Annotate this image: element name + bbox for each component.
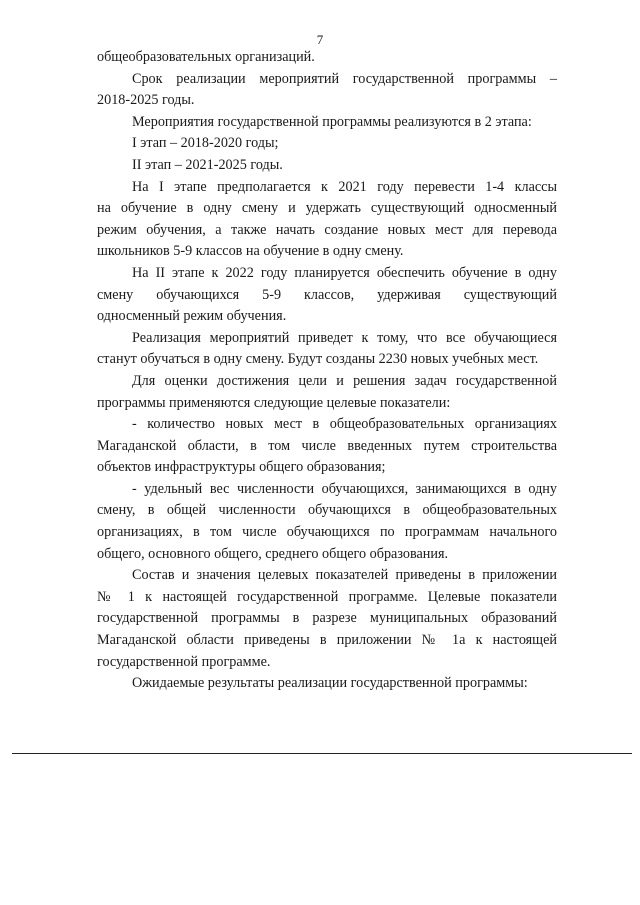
text-line: - удельный вес численности обучающихся, занимающихся в одну [132, 480, 557, 497]
text-line: № 1 к настоящей государственной программе. Целевые показатели [97, 588, 557, 605]
text-line: смену, в общей численности обучающихся в общеобразовательных [97, 502, 557, 519]
text-line: программы применяются следующие целевые показатели: [97, 394, 451, 411]
text-line: Магаданской области, в том числе введенных путем строительства [97, 437, 557, 454]
text-line: на обучение в одну смену и удержать существующий односменный [97, 200, 557, 217]
text-line: станут обучаться в одну смену. Будут созданы 2230 новых учебных мест. [97, 351, 539, 368]
text-line: На II этапе к 2022 году планируется обеспечить обучение в одну [132, 264, 557, 281]
text-line: Ожидаемые результаты реализации государственной программы: [132, 675, 528, 692]
document-text [97, 47, 557, 695]
text-line: Мероприятия государственной программы реализуются в 2 этапа: [132, 113, 532, 130]
text-line: Реализация мероприятий приведет к тому, что все обучающиеся [132, 329, 557, 346]
text-line: общеобразовательных организаций. [97, 49, 315, 65]
text-line: I этап – 2018-2020 годы; [132, 135, 279, 152]
text-line: 2018-2025 годы. [97, 92, 195, 109]
text-line: - количество новых мест в общеобразовательных организациях [132, 416, 557, 433]
horizontal-divider [12, 753, 632, 754]
text-line: II этап – 2021-2025 годы. [132, 156, 283, 173]
text-line: односменный режим обучения. [97, 308, 287, 325]
text-line: На I этапе предполагается к 2021 году перевести 1-4 классы [132, 178, 557, 195]
text-line: Срок реализации мероприятий государственной программы – [132, 70, 557, 87]
text-line: государственной программы в разрезе муниципальных образований [97, 610, 557, 627]
text-line: общего, основного общего, среднего общего образования. [97, 545, 449, 562]
text-line: школьников 5-9 классов на обучение в одну смену. [97, 243, 404, 260]
text-line: государственной программе. [97, 653, 271, 670]
text-line: объектов инфраструктуры общего образования; [97, 459, 386, 476]
text-line: Магаданской области приведены в приложении № 1а к настоящей [97, 632, 557, 649]
page-number: 7 [316, 32, 324, 47]
text-line: Для оценки достижения цели и решения задач государственной [132, 372, 557, 389]
text-line: режим обучения, а также начать создание новых мест для перевода [97, 221, 557, 238]
text-line: смену обучающихся 5-9 классов, удерживая существующий [97, 286, 557, 303]
text-line: организациях, в том числе обучающихся по программам начального [97, 524, 557, 541]
text-line: Состав и значения целевых показателей приведены в приложении [132, 567, 557, 584]
